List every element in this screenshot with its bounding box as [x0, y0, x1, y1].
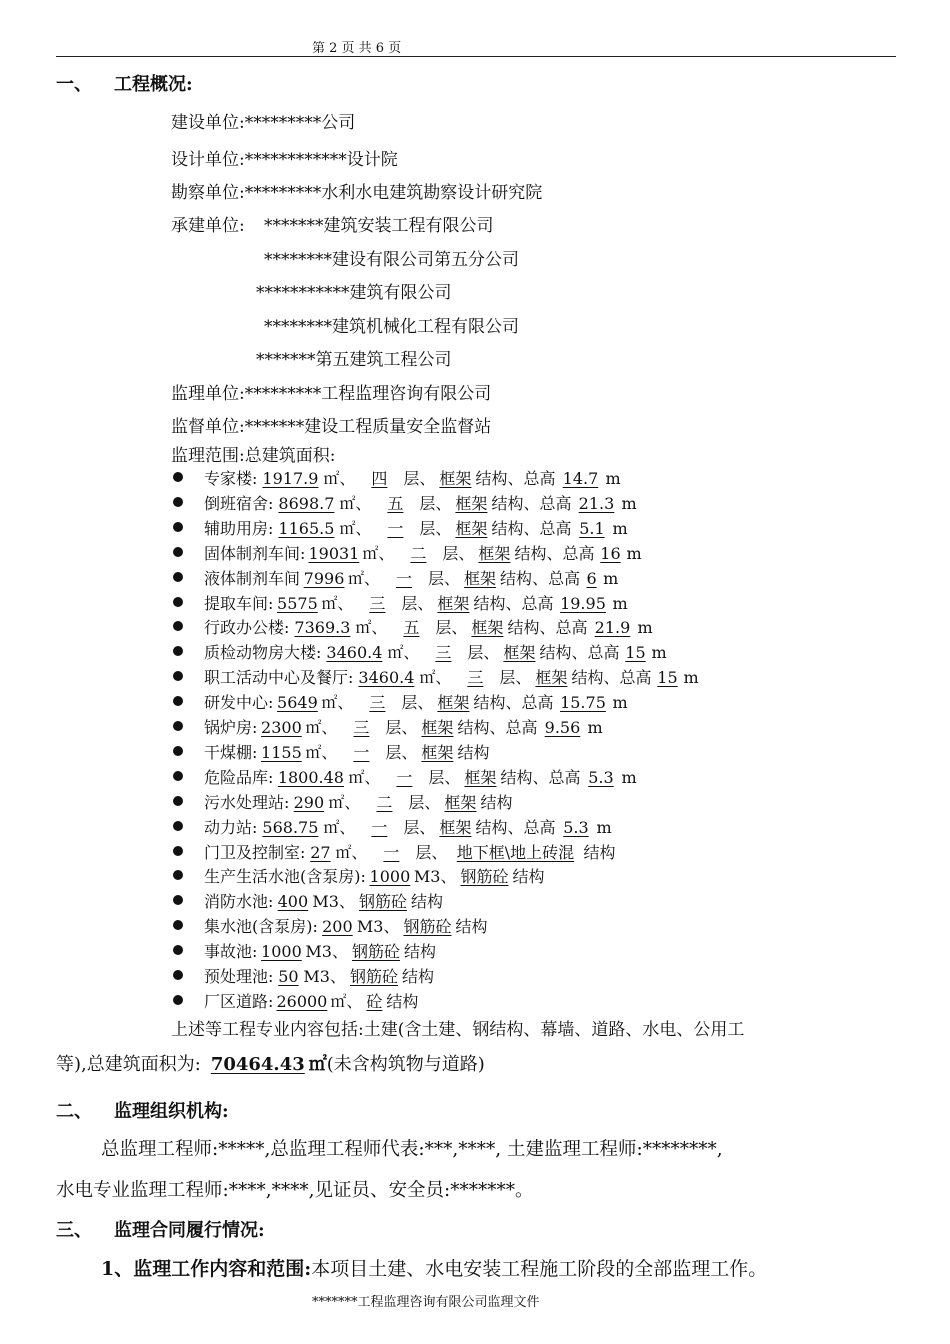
building-area-unit: ㎡、: [328, 792, 361, 812]
meter-unit: m: [626, 543, 642, 563]
building-structure: 框架: [421, 742, 454, 762]
section-3-number: 三、: [56, 1220, 92, 1241]
building-name: 液体制剂车间: [204, 568, 301, 588]
building-height: 14.7: [562, 469, 599, 488]
building-name: 行政办公楼:: [204, 618, 290, 638]
building-floors: 一: [353, 742, 370, 762]
building-area: 1155: [261, 742, 302, 762]
building-height: 19.95: [560, 593, 606, 613]
building-area: 5575: [277, 593, 318, 613]
section-1-heading: [56, 70, 193, 96]
structure-label: 结构: [473, 693, 506, 713]
contract-item-text: 本项目土建、水电安装工程施工阶段的全部监理工作。: [311, 1258, 768, 1280]
bullet-icon: [173, 547, 183, 557]
building-name: 消防水池:: [204, 892, 274, 912]
building-area-unit: ㎡、: [323, 817, 356, 837]
building-floors: 三: [369, 693, 386, 713]
structure-label: 结构: [491, 518, 524, 538]
height-label: 、总高: [603, 668, 652, 688]
summary-suffix: (未含构筑物与道路): [326, 1054, 485, 1075]
building-item: [204, 640, 667, 663]
building-item: [204, 815, 612, 838]
header-divider: [56, 56, 896, 57]
bullet-icon: [173, 671, 183, 681]
contractor-2: ********建设有限公司第五分公司: [264, 250, 519, 270]
survey-unit: 勘察单位:*********水利水电建筑勘察设计研究院: [171, 183, 543, 203]
building-item: [204, 889, 443, 912]
building-area-unit: ㎡、: [419, 668, 452, 688]
bullet-icon: [173, 721, 183, 731]
design-unit: 设计单位:************设计院: [171, 150, 398, 170]
contractor-1: *******建筑安装工程有限公司: [264, 216, 494, 236]
building-area: 1000: [261, 942, 302, 962]
bullet-icon: [173, 472, 183, 482]
inspection-unit: 监督单位:*******建设工程质量安全监督站: [171, 417, 492, 437]
bullet-icon: [173, 796, 183, 806]
structure-label: 结构: [500, 568, 533, 588]
height-label: 、总高: [532, 767, 581, 787]
bullet-icon: [173, 746, 183, 756]
building-item: [204, 864, 544, 887]
structure-label: 结构: [583, 842, 616, 862]
building-item: [204, 964, 434, 987]
bullet-icon: [173, 621, 183, 631]
structure-label: 结构: [455, 917, 488, 937]
building-floors: 五: [387, 493, 404, 513]
building-area-unit: M3、: [312, 892, 355, 912]
building-area-unit: ㎡、: [335, 842, 368, 862]
building-structure: 框架: [464, 568, 497, 588]
building-area: 8698.7: [278, 493, 335, 513]
building-item: [204, 989, 418, 1012]
section-3-heading: [56, 1216, 265, 1242]
building-area: 27: [310, 842, 331, 862]
summary-line-1: 上述等工程专业内容包括:土建(含土建、钢结构、幕墙、道路、水电、公用工: [171, 1020, 745, 1040]
building-area: 50: [278, 967, 299, 986]
height-label: 、总高: [523, 493, 572, 513]
structure-label: 结构: [475, 469, 508, 488]
building-structure: 钢筋砼: [358, 892, 407, 912]
building-area: 26000: [276, 991, 328, 1011]
building-name: 预处理池:: [204, 967, 274, 986]
structure-label: 结构: [480, 792, 513, 812]
building-area: 200: [322, 917, 353, 937]
section-3-title: 监理合同履行情况:: [114, 1220, 265, 1241]
structure-label: 结构: [403, 942, 436, 962]
building-item: [204, 840, 615, 863]
building-area-unit: ㎡、: [387, 643, 420, 663]
structure-label: 结构: [514, 543, 547, 563]
building-area: 5649: [277, 693, 318, 713]
building-structure: 框架: [455, 493, 488, 513]
building-floors: 三: [369, 593, 386, 613]
building-area-unit: ㎡、: [339, 493, 372, 513]
building-structure: 钢筋砼: [403, 917, 452, 937]
meter-unit: m: [612, 593, 628, 613]
building-area-unit: ㎡、: [305, 718, 338, 737]
bullet-icon: [173, 771, 183, 781]
summary-line-2: [56, 1050, 485, 1076]
meter-unit: m: [637, 618, 653, 638]
building-name: 事故池:: [204, 942, 258, 962]
building-area-unit: M3、: [413, 867, 457, 887]
building-name: 提取车间:: [204, 593, 274, 613]
floor-label: 层、: [415, 842, 448, 862]
building-item: [204, 541, 642, 564]
building-name: 污水处理站:: [204, 792, 290, 812]
floor-label: 层、: [499, 668, 532, 688]
total-area-unit: ㎡: [308, 1054, 327, 1075]
building-item: [204, 615, 653, 638]
building-area: 1800.48: [277, 767, 344, 787]
building-name: 职工活动中心及餐厅:: [204, 668, 354, 688]
supervisor-unit: 监理单位:*********工程监理咨询有限公司: [171, 384, 492, 404]
floor-label: 层、: [408, 792, 441, 812]
building-structure: 框架: [444, 792, 477, 812]
building-area-unit: ㎡、: [339, 518, 372, 538]
meter-unit: m: [621, 493, 637, 513]
height-label: 、总高: [489, 718, 538, 737]
organization-line-1: 总监理工程师:*****,总监理工程师代表:***,****, 土建监理工程师:********,: [101, 1139, 723, 1160]
building-structure: 框架: [439, 469, 472, 488]
section-1-number: 一、: [56, 74, 92, 95]
building-floors: 一: [396, 568, 413, 588]
height-label: 、总高: [546, 543, 595, 563]
structure-label: 结构: [571, 668, 604, 688]
building-height: 15.75: [560, 693, 606, 713]
building-area-unit: ㎡、: [348, 767, 381, 787]
building-floors: 三: [435, 643, 452, 663]
building-structure: 地下框\地上砖混: [456, 842, 575, 862]
contractor-4: ********建筑机械化工程有限公司: [264, 317, 519, 337]
building-item: [204, 591, 628, 614]
supervision-scope: 监理范围:总建筑面积:: [171, 446, 336, 466]
meter-unit: m: [651, 643, 667, 663]
section-2-heading: [56, 1097, 229, 1123]
building-area: 290: [293, 792, 325, 812]
structure-label: 结构: [539, 643, 572, 663]
building-height: 5.3: [588, 767, 614, 787]
contractor-5: *******第五建筑工程公司: [256, 350, 452, 370]
building-area: 3460.4: [358, 668, 415, 688]
building-structure: 框架: [437, 693, 470, 713]
meter-unit: m: [621, 767, 637, 787]
contract-item-1: [101, 1254, 767, 1281]
building-area-unit: ㎡、: [323, 469, 356, 488]
height-label: 、总高: [539, 618, 588, 638]
floor-label: 层、: [428, 767, 461, 787]
bullet-icon: [173, 920, 183, 930]
bullet-icon: [173, 970, 183, 980]
floor-label: 层、: [419, 493, 452, 513]
meter-unit: m: [612, 518, 628, 538]
structure-label: 结构: [386, 991, 419, 1011]
structure-label: 结构: [410, 892, 443, 912]
building-name: 集水池(含泵房):: [204, 917, 318, 937]
height-label: 、总高: [523, 518, 572, 538]
building-area-unit: ㎡、: [305, 742, 338, 762]
building-item: [204, 566, 618, 589]
floor-label: 层、: [385, 718, 418, 737]
building-structure: 框架: [478, 543, 511, 563]
building-item: [204, 939, 436, 962]
bullet-icon: [173, 696, 183, 706]
building-height: 9.56: [544, 718, 581, 737]
building-floors: 一: [371, 817, 388, 837]
building-area: 7996: [303, 568, 345, 588]
building-structure: 砼: [366, 991, 383, 1011]
meter-unit: m: [612, 693, 628, 713]
bullet-icon: [173, 572, 183, 582]
building-area-unit: ㎡、: [321, 693, 354, 713]
building-floors: 一: [383, 842, 400, 862]
building-height: 21.9: [594, 618, 631, 638]
meter-unit: m: [603, 568, 619, 588]
building-area: 400: [277, 892, 309, 912]
building-name: 辅助用房:: [204, 518, 274, 538]
building-item: [204, 914, 487, 937]
meter-unit: m: [596, 817, 612, 837]
building-area-unit: M3、: [303, 967, 346, 986]
floor-label: 层、: [403, 469, 436, 488]
meter-unit: m: [587, 718, 603, 737]
building-name: 锅炉房:: [204, 718, 258, 737]
height-label: 、总高: [505, 593, 554, 613]
building-area-unit: M3、: [356, 917, 400, 937]
builder-unit: 建设单位:*********公司: [171, 113, 356, 133]
building-name: 危险品库:: [204, 767, 274, 787]
bullet-icon: [173, 995, 183, 1005]
building-area: 3460.4: [326, 643, 383, 663]
building-height: 15: [625, 643, 646, 663]
structure-label: 结构: [457, 718, 490, 737]
building-name: 研发中心:: [204, 693, 274, 713]
building-height: 21.3: [578, 493, 615, 513]
structure-label: 结构: [475, 817, 508, 837]
building-item: [204, 765, 637, 788]
building-area: 1000: [369, 867, 411, 887]
building-structure: 框架: [437, 593, 470, 613]
height-label: 、总高: [571, 643, 620, 663]
building-area: 2300: [261, 718, 302, 737]
building-floors: 二: [410, 543, 427, 563]
building-area: 568.75: [262, 817, 319, 837]
floor-label: 层、: [442, 543, 475, 563]
section-2-title: 监理组织机构:: [114, 1101, 229, 1122]
building-item: [204, 790, 512, 813]
building-area-unit: ㎡、: [330, 991, 363, 1011]
building-name: 厂区道路:: [204, 991, 274, 1011]
building-area-unit: ㎡、: [321, 593, 354, 613]
building-floors: 三: [353, 718, 370, 737]
section-2-number: 二、: [56, 1101, 92, 1122]
building-item: [204, 491, 637, 514]
page-number-header: 第 2 页 共 6 页: [312, 41, 402, 56]
building-area: 1165.5: [278, 518, 335, 538]
floor-label: 层、: [428, 568, 461, 588]
building-structure: 框架: [464, 767, 497, 787]
building-item: [204, 466, 621, 489]
building-height: 5.3: [563, 817, 589, 837]
building-name: 专家楼:: [204, 469, 258, 488]
building-height: 16: [600, 543, 621, 563]
building-name: 倒班宿舍:: [204, 493, 274, 513]
building-name: 门卫及控制室:: [204, 842, 306, 862]
contract-item-title: 1、监理工作内容和范围:: [101, 1258, 312, 1280]
building-item: [204, 715, 603, 738]
bullet-icon: [173, 945, 183, 955]
building-floors: 四: [371, 469, 388, 488]
section-1-title: 工程概况:: [114, 74, 193, 95]
building-structure: 钢筋砼: [460, 867, 509, 887]
building-floors: 一: [387, 518, 404, 538]
building-floors: 二: [376, 792, 393, 812]
contractor-label: 承建单位:: [171, 216, 245, 236]
building-height: 6: [586, 568, 597, 588]
structure-label: 结构: [473, 593, 506, 613]
building-item: [204, 740, 489, 763]
building-structure: 框架: [439, 817, 472, 837]
structure-label: 结构: [401, 967, 434, 986]
meter-unit: m: [605, 469, 621, 488]
summary-prefix: 等),总建筑面积为:: [56, 1054, 201, 1075]
floor-label: 层、: [401, 693, 434, 713]
height-label: 、总高: [505, 693, 554, 713]
bullet-icon: [173, 846, 183, 856]
bullet-icon: [173, 870, 183, 880]
structure-label: 结构: [457, 742, 490, 762]
building-area: 1917.9: [262, 469, 319, 488]
building-name: 生产生活水池(含泵房):: [204, 867, 366, 887]
floor-label: 层、: [385, 742, 418, 762]
building-floors: 五: [403, 618, 420, 638]
building-item: [204, 665, 699, 688]
building-structure: 框架: [455, 518, 488, 538]
meter-unit: m: [683, 668, 699, 688]
building-area: 7369.3: [294, 618, 351, 638]
floor-label: 层、: [467, 643, 500, 663]
structure-label: 结构: [500, 767, 533, 787]
floor-label: 层、: [435, 618, 468, 638]
organization-line-2: 水电专业监理工程师:****,****,见证员、安全员:*******。: [56, 1180, 534, 1201]
building-area-unit: ㎡、: [348, 568, 381, 588]
building-name: 干煤棚:: [204, 742, 258, 762]
total-area-value: 70464.43: [210, 1054, 305, 1075]
building-structure: 框架: [471, 618, 504, 638]
structure-label: 结构: [491, 493, 524, 513]
building-item: [204, 516, 628, 539]
building-item: [204, 690, 628, 713]
building-name: 质检动物房大楼:: [204, 643, 322, 663]
floor-label: 层、: [403, 817, 436, 837]
building-height: 15: [657, 668, 678, 688]
building-structure: 钢筋砼: [349, 967, 398, 986]
building-area-unit: M3、: [305, 942, 348, 962]
bullet-icon: [173, 821, 183, 831]
structure-label: 结构: [507, 618, 540, 638]
bullet-icon: [173, 522, 183, 532]
height-label: 、总高: [507, 817, 556, 837]
building-structure: 框架: [421, 718, 454, 737]
building-floors: 三: [467, 668, 484, 688]
contractor-3: ***********建筑有限公司: [256, 283, 452, 303]
building-floors: 一: [396, 767, 413, 787]
bullet-icon: [173, 646, 183, 656]
bullet-icon: [173, 895, 183, 905]
structure-label: 结构: [512, 867, 545, 887]
floor-label: 层、: [419, 518, 452, 538]
building-structure: 框架: [535, 668, 568, 688]
building-area-unit: ㎡、: [355, 618, 388, 638]
building-area: 19031: [308, 543, 360, 563]
building-height: 5.1: [579, 518, 605, 538]
building-structure: 钢筋砼: [351, 942, 400, 962]
bullet-icon: [173, 497, 183, 507]
floor-label: 层、: [401, 593, 434, 613]
height-label: 、总高: [507, 469, 556, 488]
page-footer: *******工程监理咨询有限公司监理文件: [312, 1295, 540, 1310]
building-structure: 框架: [503, 643, 536, 663]
building-area-unit: ㎡、: [362, 543, 395, 563]
building-name: 动力站:: [204, 817, 258, 837]
height-label: 、总高: [532, 568, 581, 588]
building-name: 固体制剂车间:: [204, 543, 306, 563]
bullet-icon: [173, 597, 183, 607]
